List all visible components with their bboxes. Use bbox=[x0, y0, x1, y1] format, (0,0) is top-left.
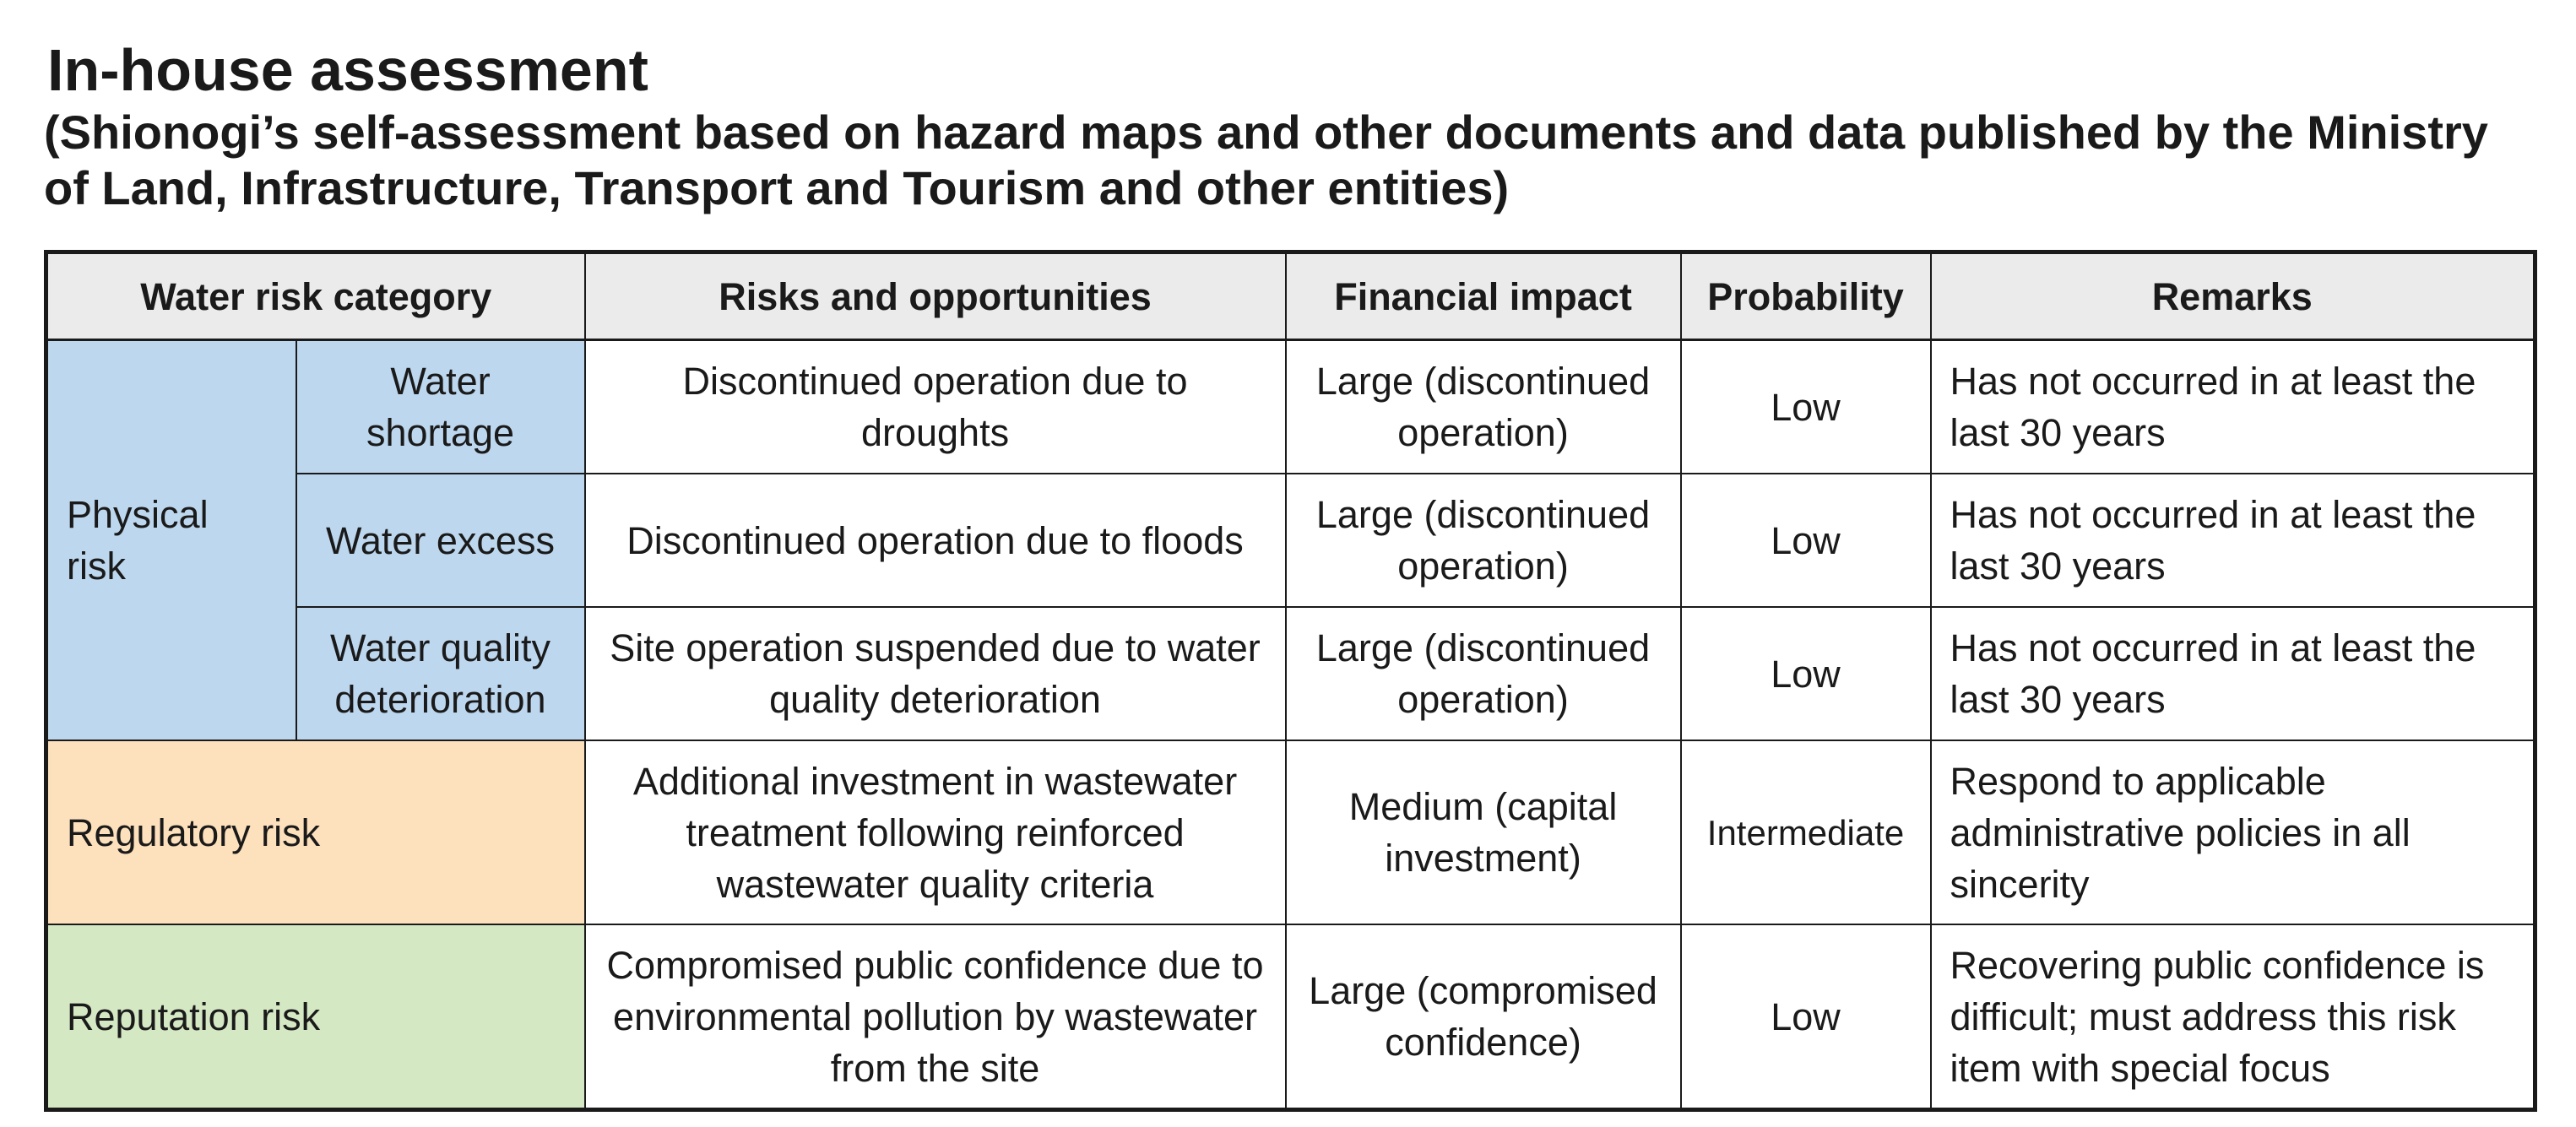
header-risks: Risks and opportunities bbox=[585, 252, 1286, 340]
probability-cell: Low bbox=[1681, 474, 1931, 607]
table-row bbox=[46, 340, 2535, 474]
header-category: Water risk category bbox=[46, 252, 585, 340]
remarks-cell: Has not occurred in at least the last 30 years bbox=[1931, 340, 2535, 474]
header-remarks: Remarks bbox=[1931, 252, 2535, 340]
table-row bbox=[46, 740, 2535, 924]
risk-cell: Additional investment in wastewater treatment following reinforced wastewater quality criteria bbox=[585, 740, 1286, 924]
impact-cell: Large (compromised confidence) bbox=[1286, 924, 1681, 1110]
table-row bbox=[46, 474, 2535, 607]
table-row bbox=[46, 924, 2535, 1110]
risk-cell: Compromised public confidence due to environmental pollution by wastewater from the site bbox=[585, 924, 1286, 1110]
header-probability: Probability bbox=[1681, 252, 1931, 340]
impact-cell: Large (discontinued operation) bbox=[1286, 607, 1681, 740]
impact-cell: Large (discontinued operation) bbox=[1286, 340, 1681, 474]
water-risk-table bbox=[44, 250, 2537, 1112]
risk-cell: Discontinued operation due to droughts bbox=[585, 340, 1286, 474]
page-title: In-house assessment bbox=[47, 37, 648, 103]
impact-cell: Medium (capital investment) bbox=[1286, 740, 1681, 924]
subcategory-cell: Water excess bbox=[296, 474, 585, 607]
remarks-cell: Respond to applicable administrative policies in all sincerity bbox=[1931, 740, 2535, 924]
risk-cell: Site operation suspended due to water quality deterioration bbox=[585, 607, 1286, 740]
regulatory-risk-category: Regulatory risk bbox=[46, 740, 585, 924]
remarks-cell: Has not occurred in at least the last 30 years bbox=[1931, 607, 2535, 740]
physical-risk-category: Physical risk bbox=[46, 340, 296, 741]
probability-cell: Low bbox=[1681, 607, 1931, 740]
remarks-cell: Recovering public confidence is difficult; must address this risk item with special focus bbox=[1931, 924, 2535, 1110]
impact-cell: Large (discontinued operation) bbox=[1286, 474, 1681, 607]
probability-cell: Low bbox=[1681, 924, 1931, 1110]
probability-cell: Intermediate bbox=[1681, 740, 1931, 924]
probability-cell: Low bbox=[1681, 340, 1931, 474]
page-subtitle: (Shionogi’s self-assessment based on hazard maps and other documents and data published by the Ministry of Land, Infrastructure, Transport and Tourism and other entities) bbox=[44, 106, 2488, 214]
header-impact: Financial impact bbox=[1286, 252, 1681, 340]
risk-cell: Discontinued operation due to floods bbox=[585, 474, 1286, 607]
subcategory-cell: Water quality deterioration bbox=[296, 607, 585, 740]
subcategory-cell: Water shortage bbox=[296, 340, 585, 474]
header-row bbox=[46, 252, 2535, 340]
table-row bbox=[46, 607, 2535, 740]
remarks-cell: Has not occurred in at least the last 30 years bbox=[1931, 474, 2535, 607]
reputation-risk-category: Reputation risk bbox=[46, 924, 585, 1110]
